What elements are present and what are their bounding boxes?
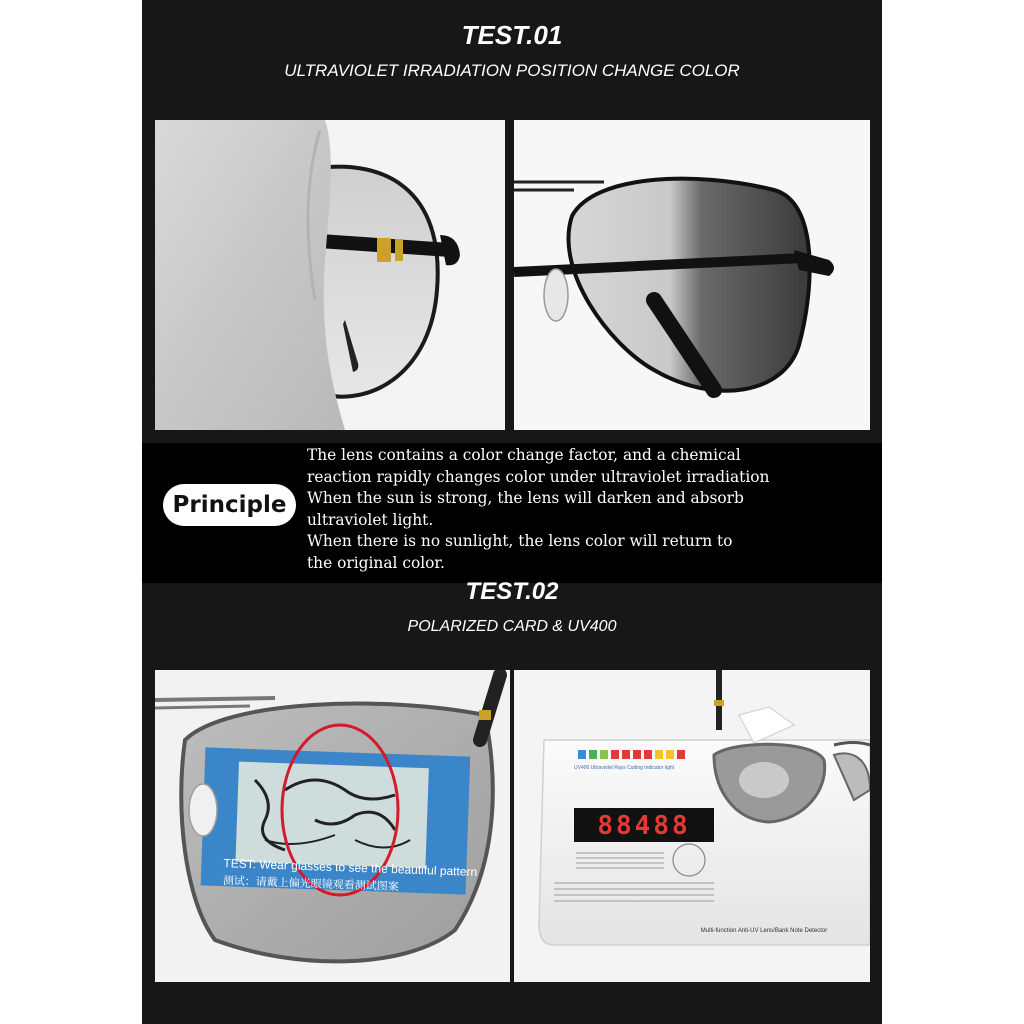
indicator-light [622,750,630,759]
indicator-light [666,750,674,759]
cloth-covered-glasses-illustration [155,120,505,430]
indicator-light [644,750,652,759]
photo-uv-detector [514,670,870,982]
indicator-light [677,750,685,759]
principle-line: When the sun is strong, the lens will darken and absorb [307,489,744,507]
indicator-light [655,750,663,759]
photo-polarized-card [155,670,510,982]
indicator-light [611,750,619,759]
polarized-card-illustration [155,670,510,982]
card-text-en: TEST: Wear glasses to see the beautiful pattern [223,856,478,879]
indicator-light [600,750,608,759]
card-text-cn: 测试：请戴上偏光眼镜观看测试图案 [222,874,399,894]
principle-text [307,445,882,574]
principle-line: ultraviolet light. [307,510,434,529]
principle-line: When there is no sunlight, the lens color will return to [307,532,733,550]
led-display: 88488 [597,811,691,841]
principle-badge: Principle [163,484,296,526]
photo-cloth-covered-lens [155,120,505,430]
indicator-light [589,750,597,759]
uv-detector-illustration [514,670,870,982]
indicator-light [633,750,641,759]
device-label: Multi-function Anti-UV Lens/Bank Note Detector [700,928,828,934]
scale-caption: UV400 Ultraviolet Rays Cutting Indicator light [574,765,675,771]
test2-title: TEST.02 [465,578,559,605]
product-panel [142,0,882,1024]
test2-subtitle: POLARIZED CARD & UV400 [407,618,617,635]
test1-subtitle: ULTRAVIOLET IRRADIATION POSITION CHANGE COLOR [284,61,740,80]
photo-half-darkened-lens [514,120,870,430]
half-darkened-glasses-illustration [514,120,870,430]
principle-line: The lens contains a color change factor, and a chemical [307,446,741,464]
test1-title: TEST.01 [461,20,563,50]
principle-line: reaction rapidly changes color under ultraviolet irradiation [307,467,770,486]
indicator-light [578,750,586,759]
principle-line: the original color. [307,553,445,572]
